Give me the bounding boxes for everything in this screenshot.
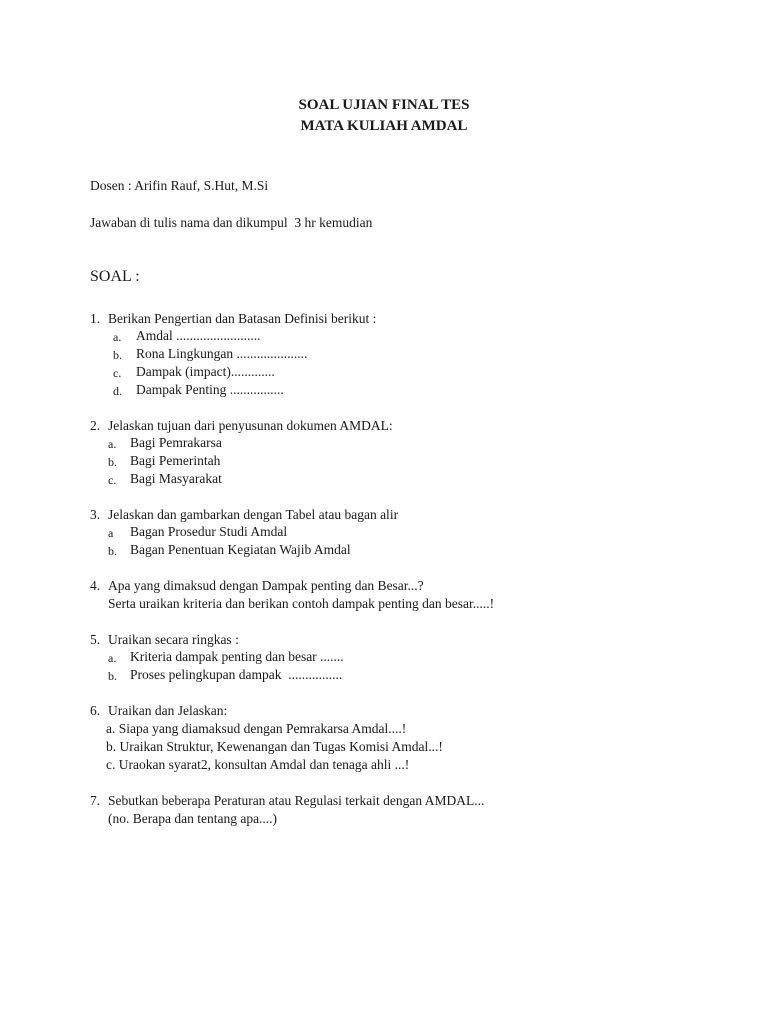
item-text: Bagan Penentuan Kegiatan Wajib Amdal	[130, 542, 351, 557]
item-text: Kriteria dampak penting dan besar .......	[130, 649, 344, 664]
item-text: Bagi Masyarakat	[130, 471, 222, 486]
question-number: 1.	[90, 311, 101, 326]
item-text: Amdal .........................	[136, 328, 261, 343]
item-letter: c.	[113, 366, 122, 380]
item-letter: b.	[108, 455, 117, 469]
question-number: 7.	[90, 793, 101, 808]
question-text: Uraikan dan Jelaskan:	[108, 703, 228, 718]
question-continuation: Serta uraikan kriteria dan berikan contoh dampak penting dan besar.....!	[108, 596, 495, 611]
dosen-line: Dosen : Arifin Rauf, S.Hut, M.Si	[90, 178, 269, 193]
question-text: Sebutkan beberapa Peraturan atau Regulasi terkait dengan AMDAL...	[108, 793, 485, 808]
question-number: 6.	[90, 703, 101, 718]
instruction-line: Jawaban di tulis nama dan dikumpul 3 hr kemudian	[90, 215, 373, 230]
item-letter: c.	[108, 473, 117, 487]
item-letter: a.	[113, 330, 122, 344]
question-text: Jelaskan tujuan dari penyusunan dokumen AMDAL:	[108, 418, 393, 433]
item-text: Bagi Pemerintah	[130, 453, 221, 468]
question-text: Jelaskan dan gambarkan dengan Tabel atau bagan alir	[108, 507, 399, 522]
item-letter: b.	[108, 544, 117, 558]
item-letter: a	[108, 526, 114, 540]
question-text: Uraikan secara ringkas :	[108, 632, 239, 647]
question-number: 2.	[90, 418, 101, 433]
sub-line: a. Siapa yang diamaksud dengan Pemrakarsa Amdal....!	[106, 721, 407, 736]
item-letter: b.	[108, 669, 117, 683]
question-number: 3.	[90, 507, 101, 522]
item-letter: d.	[113, 384, 122, 398]
item-text: Proses pelingkupan dampak ................	[130, 667, 343, 682]
item-text: Dampak (impact).............	[136, 364, 275, 379]
item-text: Dampak Penting ................	[136, 382, 284, 397]
item-letter: a.	[108, 651, 117, 665]
title-line-1: SOAL UJIAN FINAL TES	[298, 97, 470, 113]
question-text: Berikan Pengertian dan Batasan Definisi berikut :	[108, 311, 377, 326]
question-number: 5.	[90, 632, 101, 647]
question-number: 4.	[90, 578, 101, 593]
item-letter: b.	[113, 348, 122, 362]
item-text: Bagan Prosedur Studi Amdal	[130, 524, 288, 539]
question-text: Apa yang dimaksud dengan Dampak penting dan Besar...?	[108, 578, 424, 593]
sub-line: c. Uraokan syarat2, konsultan Amdal dan tenaga ahli ...!	[106, 757, 410, 772]
sub-line: b. Uraikan Struktur, Kewenangan dan Tugas Komisi Amdal...!	[106, 739, 443, 754]
soal-heading: SOAL :	[90, 268, 140, 285]
title-line-2: MATA KULIAH AMDAL	[300, 118, 468, 134]
item-text: Bagi Pemrakarsa	[130, 435, 222, 450]
item-letter: a.	[108, 437, 117, 451]
item-text: Rona Lingkungan .....................	[136, 346, 308, 361]
question-continuation: (no. Berapa dan tentang apa....)	[108, 811, 278, 826]
